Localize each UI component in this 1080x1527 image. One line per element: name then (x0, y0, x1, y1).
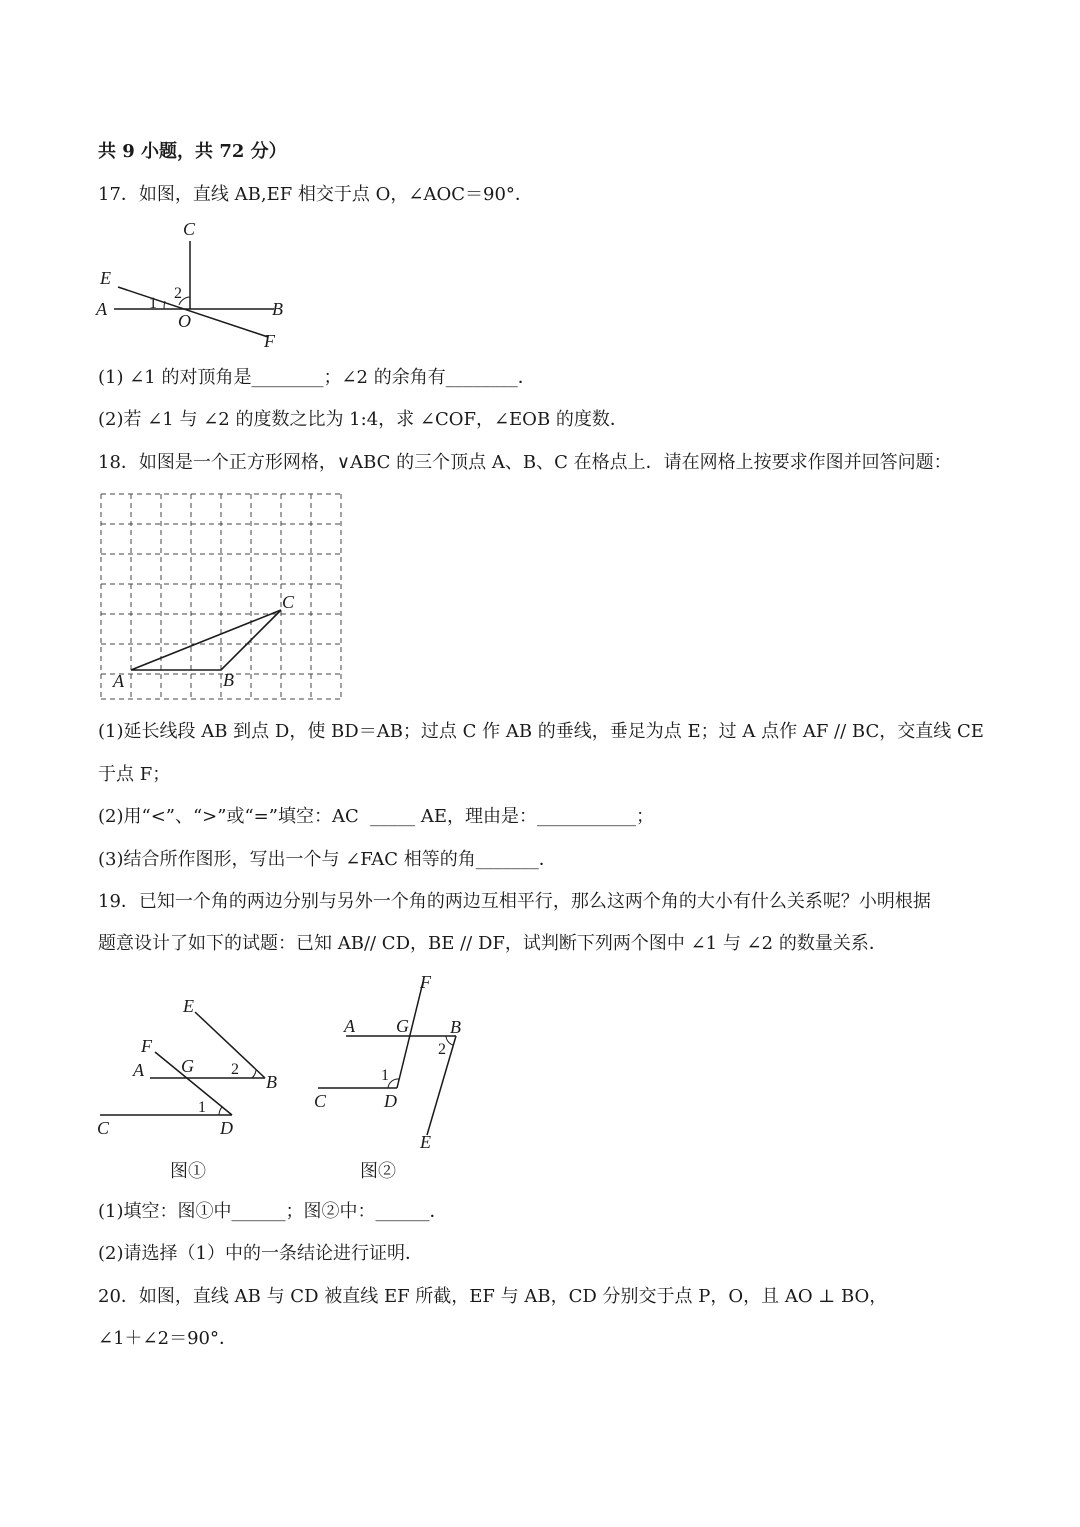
q19-stem-a: 19．已知一个角的两边分别与另外一个角的两边互相平行，那么这两个角的大小有什么关系呢？小明根据 (98, 891, 931, 912)
label-e: E (420, 1132, 431, 1152)
figure-1-caption: 图① (170, 1161, 206, 1182)
label-e: E (183, 996, 194, 1016)
label-c: C (314, 1091, 327, 1111)
q18-part3: (3)结合所作图形，写出一个与 ∠FAC 相等的角_______． (98, 849, 557, 870)
q18-part1-a: (1)延长线段 AB 到点 D，使 BD＝AB；过点 C 作 AB 的垂线，垂足为点 E；过 A 点作 AF // BC，交直线 CE (98, 721, 984, 742)
label-a: A (113, 671, 124, 691)
q18-part1-b: 于点 F； (98, 764, 171, 785)
q19-figure-2 (310, 970, 490, 1155)
line-be (195, 1012, 265, 1078)
angle-2-arc (446, 1036, 453, 1045)
label-a: A (344, 1016, 355, 1036)
section-header: 共 9 小题，共 72 分） (98, 141, 287, 162)
label-b: B (272, 299, 283, 319)
q19-figure-1 (95, 990, 295, 1140)
q17-stem: 17．如图，直线 AB,EF 相交于点 O，∠AOC＝90°． (98, 184, 533, 205)
label-angle-1: 1 (198, 1099, 206, 1116)
label-e: E (100, 268, 111, 288)
angle-1-arc (219, 1107, 222, 1115)
label-angle-2: 2 (438, 1041, 446, 1058)
label-d: D (384, 1091, 397, 1111)
q17-part2: (2)若 ∠1 与 ∠2 的度数之比为 1:4，求 ∠COF，∠EOB 的度数． (98, 409, 628, 430)
label-f: F (141, 1036, 152, 1056)
angle-2-arc (252, 1070, 256, 1078)
triangle-abc (131, 610, 281, 670)
label-angle-1: 1 (149, 295, 157, 312)
q19-part1: (1)填空：图①中______；图②中：______． (98, 1201, 448, 1222)
label-angle-1: 1 (381, 1067, 389, 1084)
q18-part2: (2)用“<”、“>”或“=”填空：AC _____ AE，理由是：___________； (98, 806, 655, 827)
label-angle-2: 2 (231, 1061, 239, 1078)
label-c: C (282, 592, 295, 612)
label-f: F (420, 972, 431, 992)
q19-part2: (2)请选择（1）中的一条结论进行证明． (98, 1243, 423, 1264)
q17-figure (92, 215, 292, 355)
q17-part1: (1) ∠1 的对顶角是________；∠2 的余角有________． (98, 367, 536, 388)
label-a: A (96, 299, 107, 319)
q18-grid-figure (95, 488, 355, 708)
label-a: A (133, 1060, 144, 1080)
label-g: G (396, 1016, 409, 1036)
label-d: D (220, 1118, 233, 1138)
q18-stem: 18．如图是一个正方形网格，∨ABC 的三个顶点 A、B、C 在格点上．请在网格上按要求作图并回答问题： (98, 452, 952, 473)
label-b: B (223, 670, 234, 690)
label-f: F (264, 331, 275, 351)
label-b: B (450, 1017, 461, 1037)
label-c: C (183, 219, 196, 239)
q20-stem-a: 20．如图，直线 AB 与 CD 被直线 EF 所截，EF 与 AB，CD 分别交于点 P，O，且 AO ⊥ BO， (98, 1286, 888, 1307)
label-g: G (181, 1056, 194, 1076)
label-c: C (97, 1118, 110, 1138)
label-b: B (266, 1072, 277, 1092)
line-ef (118, 287, 268, 337)
label-o: O (178, 311, 191, 331)
figure-2-caption: 图② (360, 1161, 396, 1182)
q20-stem-b: ∠1＋∠2＝90°． (98, 1328, 237, 1349)
q19-stem-b: 题意设计了如下的试题：已知 AB// CD，BE // DF，试判断下列两个图中 ∠1 与 ∠2 的数量关系． (98, 933, 887, 954)
label-angle-2: 2 (174, 285, 182, 302)
